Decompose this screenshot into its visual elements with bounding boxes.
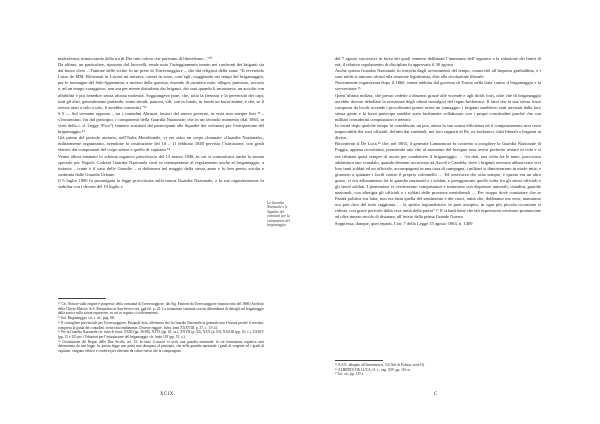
right-body-text (335, 56, 541, 227)
right-footnotes (335, 363, 541, 377)
margin-note: La Guardia Nazionale e le Squadre dei volontari per la estirpazione del brigantaggio (267, 201, 290, 228)
footnote-rule (335, 360, 383, 361)
paragraph: Il 5 luglio 1860 fu promulgata la legge provvisoria sulla nuova Guardia Nazionale, e la sua organizzazione fu stabilita con i decreti del 19 luglio e (58, 177, 264, 189)
footnote: ¹⁷ Ivi, cit., pp. 115 s. (335, 372, 365, 377)
paragraph: Riconfermi il De Luca,¹⁶ che, nel 1863, il generale Lamarmora fu costretto a sciogliere la Guardia Nazionale di Foggia, appena ricostituita, prendendo atto che al momento del bisogno essa aveva preferito restare in città e si era rifiutata quasi sempre di uscire per combattere il brigantaggio … “in dati, una volta fra le tante, provocava addirittura uno scandalo, quando detenuti accorrono ad Ascoli e Candela, dove i briganti avevano abbracciato vivi loro tanti soldati ed un ufficiale, accompagnati in una casa di campagna, i militari si dimostrarono in modo mite, e giunsero a spianare i fucili contro il proprio colonnello … Ed osservava che oraa sempre, e questo era un altro guaio, vi era affiatamento fra le guardie nazionali e i soldati, e pareggiavano quelle volta fra gli stessi ufficiali e gli stessi soldati. I piemontesi vi cerchiavano conquistatori e trattavano con disprezzo autoriali, cittadini, guardie nazionali, con alterigia gli ufficiali e i soldati delle province meridionali … Per troppo dovè constatare che se Pantià politica era fatta, non era fatta quella del sentimento e dei cuori, unità che, dobbiamo ma veso, mamarmo ora pari dice del tutto raggiunta … la spirito regionalistico se pare assopito, in ogni più piccola occasione si ridesta, con grave pericolo della vera unità della patria”.¹⁷ E si badi bene che tali espressioni venivano pronunciate ad oltre mezzo secolo di distanza, all’inizio della prima Grande Guerra. (335, 141, 541, 220)
paragraph: Anche questa Guardia Nazionale fu travolta dagli avvenimenti del tempo, comecché all’impresa garibaldina, e i suoi militi si unirono alcuni alla reazione legittimista, altri alla rivoluzione liberale. (335, 68, 541, 80)
footnote: ¹⁴ Costituzione del Regno delle Due Sicilie, art. 12: In tutto il nuovo vi avrà, una guardia nazionale, la cui formazione organica sarà determinata da una legge. In questa legge non potrà mai derogarsi al principio, che nella guardia nazionale i gradi di sergente ed i gradi di capitano, vengano elettivi e conferiti per elezione da coloro stessi che la compongono. (58, 339, 264, 354)
footnote: ¹³ Per la Guardia Nazionale cfr. infra le fonti: XXIII (pp. 36-88), XXVI (pp. 81, ss.), XXVII (p. 43), XXX (p. 63), XXXIII (pp. 16, s.), XXXIV (pp. 31 e 25) per i Volontari per l’estirpazione del brigantaggio cfr. fonte 119 (pp. 51, s.). (58, 330, 264, 339)
paragraph: del 7 agosto successivi in forza dei quali vennero deliberati l’ammonto dell’organico e la riduzione dei limiti di età; il relativo regolamento di disciplina fu approvato il 30 agosto. (335, 56, 541, 68)
paragraph: Venne allora emanato lo schema organico provvisorio del 13 marzo 1848, in cui si comunicava anche la norma speciale per Napoli. Codesta Guardia Nazionale costì in ottemperanza al regolamento anche al brigantaggio, a tuttavia – come è il caso delle Guardie – si delineava nel maggio della stessa anno e fu ben presto sciolta e sostituita dalle Guardie Urbane. (58, 153, 264, 177)
right-page (300, 0, 600, 424)
footnote-rule (58, 298, 106, 299)
paragraph: Nuovamente organizzata dopo il 1860, venne addotta dal governo di Torino nella lotta contro il brigantaggio e la sovversione.¹⁵ (335, 80, 541, 92)
left-footnotes (58, 302, 264, 354)
footnote: ¹⁰ Cfr. Notizie sulla origine e progresso della comunità di Torrecuoggiore, dal Sig. Fantone da Torrecuoggiore (manoscritto del 1866) Archivio della Chiesa Matrice di S. Bernardino in San Severo sez. ggà fol. p. 25. La trattazione continua con un abbondanza di dettagli sul brigantaggio della zona e sulle azioni repressive, su cui in seguito ci soffermeremo. (58, 302, 264, 316)
footnote: ¹⁶ ALBERTO DE LUCA, O. c., cap. XIV, pp. 116 ss. (335, 367, 411, 372)
paragraph: In verità dopo qualche tempo fu considerato un pos, attesa la sua scarsa efficienza ed il comportamento non certo impeccabile dei suoi ufficiali, definiti dai cardinali, nei loro rapporti al Re, ex borbonici, falsi liberali e briganti in divisa. (335, 123, 541, 141)
footnote: ¹² Il consigliere provinciale per Torrecuoggiore, Pasquale Isoa, affermava che la Guardia Nazionale in generale non è buona perché il servizio, compresa la guida dei contadini, viene fatto malamente. Dovette fuggire. Infra. fonti XXXVIII, p. 37, c. 13-14. (58, 320, 264, 330)
paragraph: Da ultimo, un particolare, riportato dal Jacovelli, rende noto l’atteggiamento tenuto nei confronti dei briganti sia dal basso clero – Fantone delle scritte fu un prete di Torrecuoggiore – che dai religiosi della zona: “Il reverendo Luiso de MM. Riformati in Lucera mi narrava, carnei in sono, com’egli, viaggiando nei tempi del brigantaggio, per le montagne del Sub-Appennino, a motivo della questua, essendo di carattere mite, allegro, piuttosto, accorto e, ad un tempo coraggioso, non era per niente disturbato dai briganti, dei suoi quando li incontrava, un accolto con affabilità e poi benedire senza alcuna molestia. Soggiungeva pure, che, tolta la fierezza e la perversità dei capi, tutti gli altri, generalmente parlando, erano timidi, paurosi, vili, con in fondo, in fondo un buon’anima; e che, se li avesse aiuti a solo a solo, li avrebbe convertiti.”¹¹ (58, 62, 264, 110)
paragraph: Quest’ultima milizia, che presto cedette a dissensi grazie alle vicende e agli ibridi forti, oltre che di brigantaggio avrebbe dovuto debellare la resistenza degli ultimi nostalgici del regno borbonico. Il fatto che la sua stessa fosse composta da locali accende i piccolissimi potere avere un vantaggio: i briganti sarebbero stati arrestati dalla loro stessa gente e la forza partecipe sarebbe stata facilmente collaborato con i propri concittadini purché che con militari considerati conquistatori e nemici. (335, 92, 541, 122)
section-paragraph: § 5 — Sul versante opposto – tra i contadini Abruzzi, fautori del nuovo governo, in vista non sempre lieti ¹² – s’incontrano, fin dal principio, i componenti della Guardia Nazionale, che in un secondo momento (dal 1863, in virtù della c. d. Legge “Pica”) vennero sostituiti dai partecipanti alle Squadre dei volontari per l’estirpazione del brigantaggio.¹³ (58, 110, 264, 135)
footnote: ¹⁵ A.S.F., allegato all’inventario n. 10 (Atti di Polizia, serie II). (335, 363, 425, 367)
paragraph: Soppressa, dunque, quei reparti, l’art. 7 della Legge 15 agosto 1863, n. 1409 (335, 220, 473, 226)
paragraph: Già prima del periodo unitario, nell’Italia Meridionale, vi era stato un corpo chiamato «Guardia Nazionale», militarmente organizzato, avendone la costituzione del 10 – 11 febbraio 1848 previsto l’istituzione, con gradi elettivi dai componenti del corpo stesso e quello di capitano.¹⁴ (58, 135, 264, 153)
left-body-text (58, 56, 264, 190)
paragraph: malvolenza, minacciando della ira di Dio tutti coloro che parivano di liberalismo...”¹⁰ (58, 56, 212, 61)
page-number: C (434, 392, 438, 397)
page-number: XCIX (160, 392, 174, 397)
footnote: ¹¹ Sul. Brigantaggio, cit. s. cit., pag. 88. (58, 316, 115, 321)
